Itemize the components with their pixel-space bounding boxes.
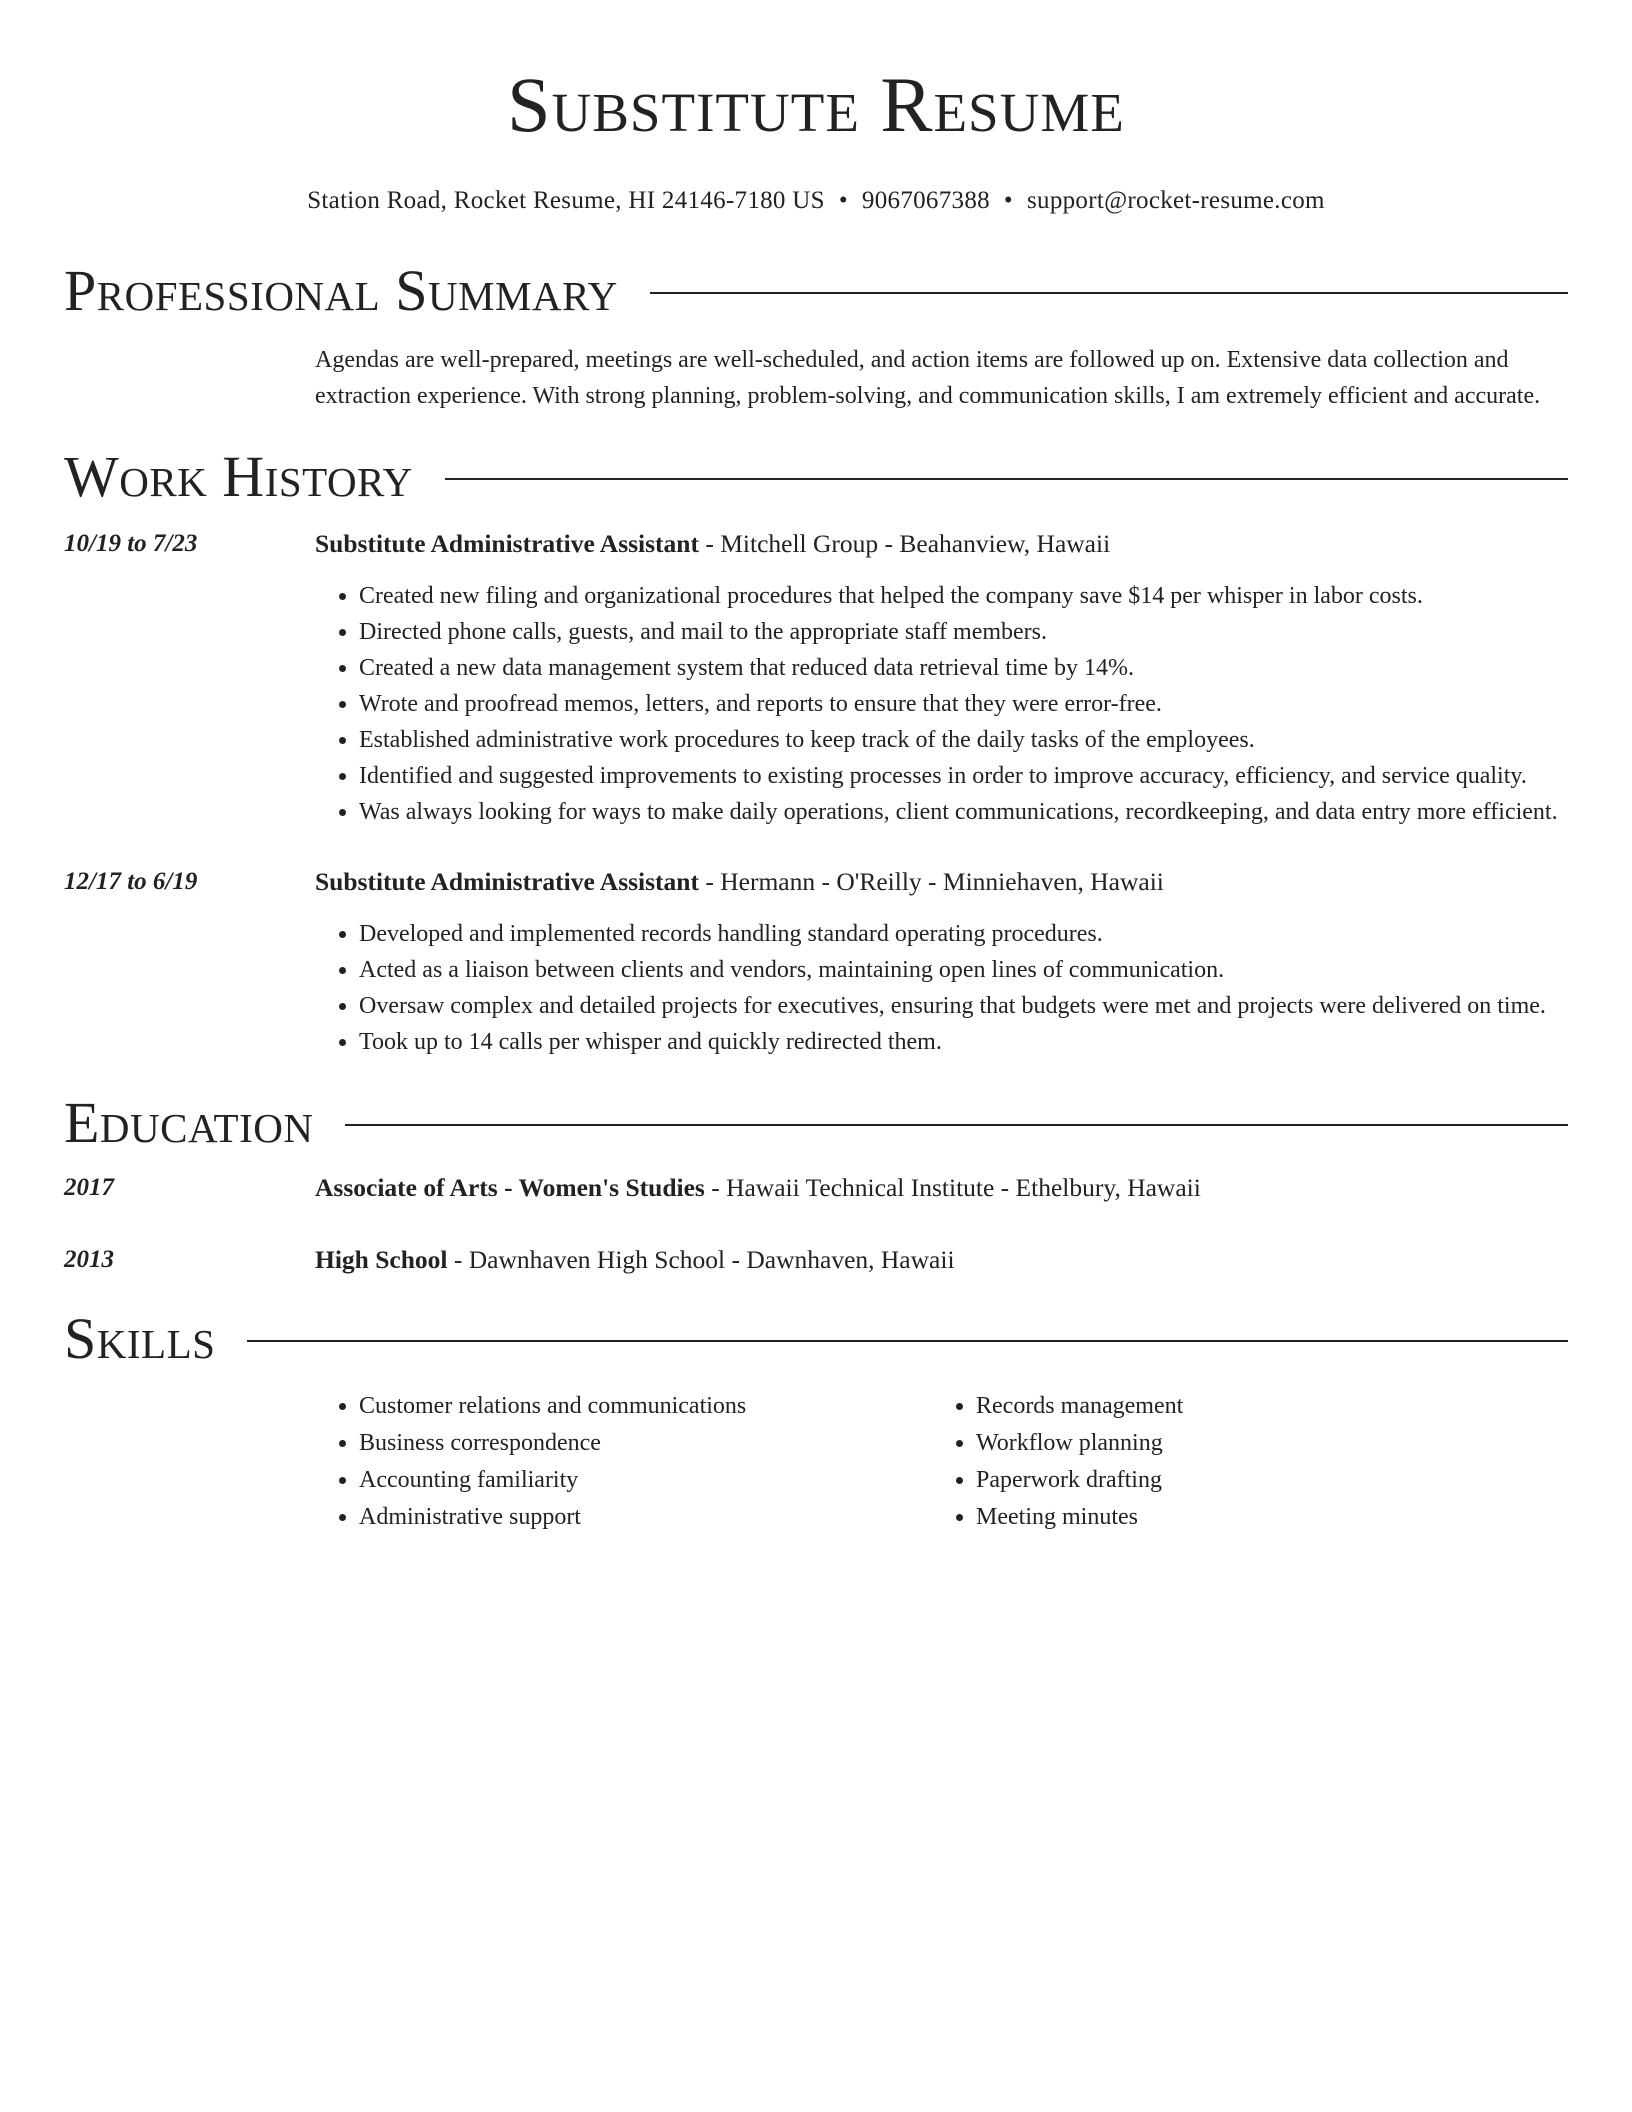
section-divider	[247, 1340, 1568, 1342]
job-company: - Hermann - O'Reilly - Minniehaven, Hawaii	[698, 867, 1164, 896]
list-item: • Wrote and proofread memos, letters, and reports to ensure that they were error-free.	[359, 686, 1568, 722]
list-item: • Took up to 14 calls per whisper and quickly redirected them.	[359, 1024, 1568, 1060]
list-item: • Created a new data management system that reduced data retrieval time by 14%.	[359, 650, 1568, 686]
list-item: • Oversaw complex and detailed projects for executives, ensuring that budgets were met and projects were delivered on time.	[359, 988, 1568, 1024]
resume-name: Substitute Resume	[507, 61, 1125, 148]
job-bullets	[315, 916, 1568, 1060]
job-entry	[64, 864, 1568, 1060]
education-school: - Hawaii Technical Institute - Ethelbury, Hawaii	[704, 1173, 1201, 1202]
skills-heading: Skills	[64, 1306, 216, 1371]
work-section-header	[64, 444, 1568, 510]
education-year: 2017	[64, 1174, 114, 1201]
job-dates: 10/19 to 7/23	[64, 530, 198, 557]
skill-item: • Meeting minutes	[976, 1499, 1549, 1536]
work-heading: Work History	[64, 444, 413, 509]
contact-separator: •	[1003, 187, 1013, 214]
summary-text: Agendas are well-prepared, meetings are well-scheduled, and action items are followed up on. Extensive data collection and extraction experience. With strong planning, problem-solving, and communication skills, I am extremely efficient and accurate.	[315, 347, 1541, 409]
skill-item: • Records management	[976, 1388, 1549, 1425]
education-entry	[64, 1242, 1568, 1278]
skills-column-right	[932, 1388, 1549, 1536]
job-dates: 12/17 to 6/19	[64, 868, 198, 895]
job-details	[315, 526, 1568, 830]
resume-page	[64, 0, 1568, 1536]
contact-address: Station Road, Rocket Resume, HI 24146-7180 US	[307, 187, 825, 214]
summary-section-header	[64, 258, 1568, 324]
list-item: • Directed phone calls, guests, and mail to the appropriate staff members.	[359, 614, 1568, 650]
skill-item: • Business correspondence	[359, 1425, 932, 1462]
skills-column-left	[315, 1388, 932, 1536]
education-entry	[64, 1170, 1568, 1206]
skill-item: • Workflow planning	[976, 1425, 1549, 1462]
education-section-header	[64, 1090, 1568, 1156]
job-entry	[64, 526, 1568, 830]
skills-section-header	[64, 1306, 1568, 1372]
section-divider	[345, 1124, 1568, 1126]
education-heading: Education	[64, 1090, 314, 1155]
education-degree: Associate of Arts - Women's Studies	[315, 1173, 705, 1202]
job-title-line	[315, 864, 1568, 900]
job-title-line	[315, 526, 1568, 562]
list-item: • Created new filing and organizational procedures that helped the company save $14 per whisper in labor costs.	[359, 578, 1568, 614]
list-item: • Developed and implemented records handling standard operating procedures.	[359, 916, 1568, 952]
job-title: Substitute Administrative Assistant	[315, 529, 699, 558]
skills-list	[315, 1388, 1568, 1536]
summary-heading: Professional Summary	[64, 258, 618, 323]
list-item: • Acted as a liaison between clients and vendors, maintaining open lines of communication.	[359, 952, 1568, 988]
list-item: • Identified and suggested improvements to existing processes in order to improve accuracy, efficiency, and service quality.	[359, 758, 1568, 794]
skill-item: • Customer relations and communications	[359, 1388, 932, 1425]
list-item: • Established administrative work procedures to keep track of the daily tasks of the employees.	[359, 722, 1568, 758]
contact-separator: •	[838, 187, 848, 214]
skill-item: • Administrative support	[359, 1499, 932, 1536]
contact-email: support@rocket-resume.com	[1026, 187, 1325, 214]
education-degree: High School	[315, 1245, 448, 1274]
section-divider	[650, 292, 1568, 294]
list-item: • Was always looking for ways to make daily operations, client communications, recordkeeping, and data entry more efficient.	[359, 794, 1568, 830]
section-divider	[445, 478, 1568, 480]
job-company: - Mitchell Group - Beahanview, Hawaii	[698, 529, 1111, 558]
education-year: 2013	[64, 1246, 114, 1273]
contact-phone: 9067067388	[861, 187, 990, 214]
education-school: - Dawnhaven High School - Dawnhaven, Hawaii	[447, 1245, 955, 1274]
skill-item: • Accounting familiarity	[359, 1462, 932, 1499]
education-details	[315, 1170, 1568, 1206]
contact-line	[64, 186, 1568, 216]
job-title: Substitute Administrative Assistant	[315, 867, 699, 896]
job-details	[315, 864, 1568, 1060]
skill-item: • Paperwork drafting	[976, 1462, 1549, 1499]
education-details	[315, 1242, 1568, 1278]
job-bullets	[315, 578, 1568, 830]
